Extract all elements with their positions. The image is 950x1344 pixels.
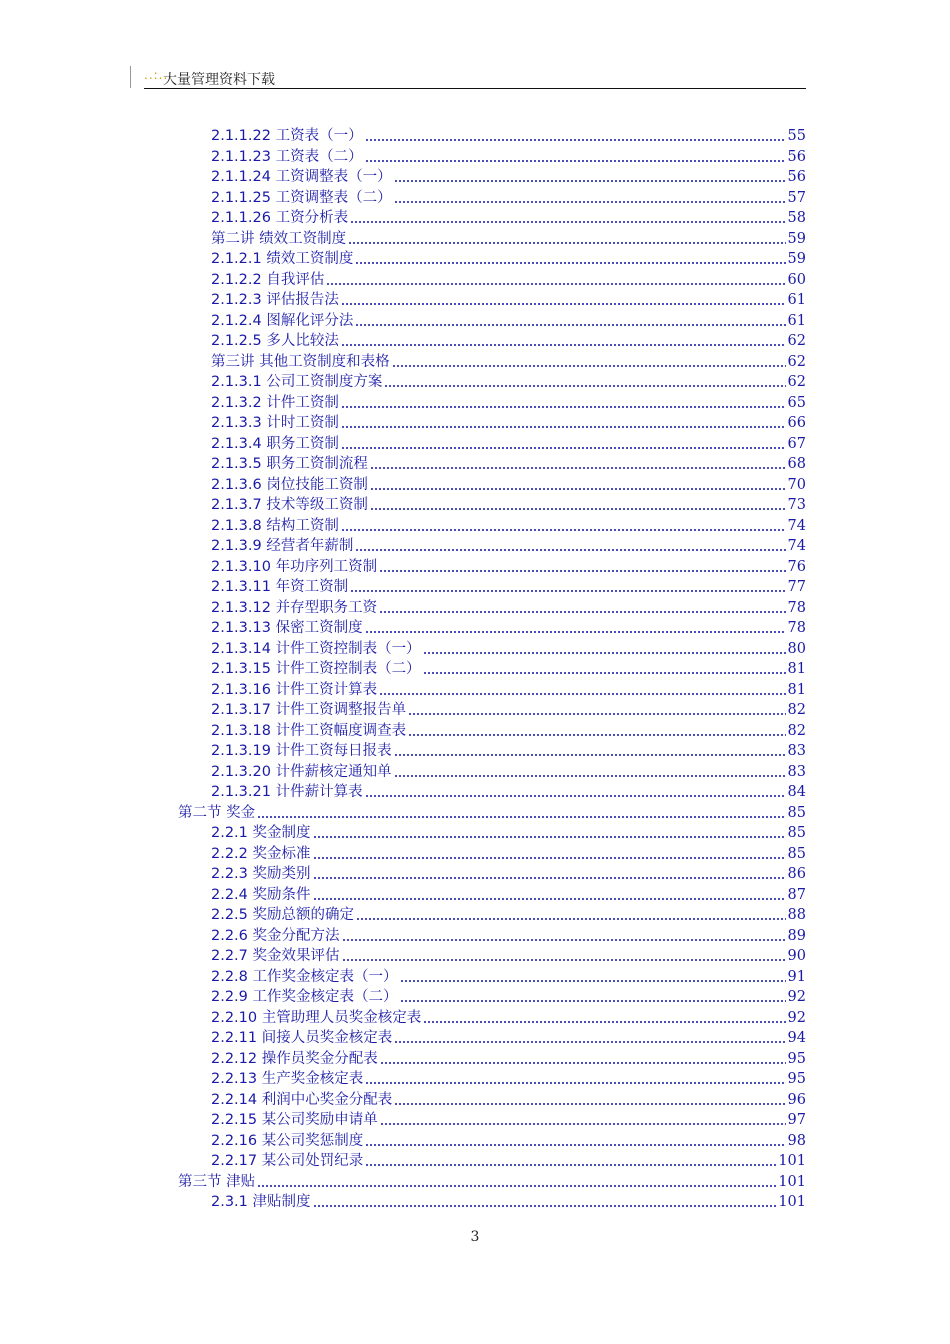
toc-entry-page: 83 <box>787 763 806 780</box>
toc-entry-label: 2.1.3.10 年功序列工资制 <box>211 558 378 575</box>
toc-entry[interactable] <box>211 1048 806 1068</box>
toc-dot-leader <box>365 139 786 141</box>
toc-entry-page: 78 <box>787 599 806 616</box>
toc-dot-leader <box>350 221 785 223</box>
toc-entry-label: 2.1.2.4 图解化评分法 <box>211 312 354 329</box>
toc-entry[interactable] <box>211 392 806 412</box>
toc-entry[interactable] <box>211 884 806 904</box>
toc-entry-label: 2.2.4 奖励条件 <box>211 886 311 903</box>
page-number: 3 <box>470 1229 480 1245</box>
toc-entry-page: 62 <box>787 333 806 349</box>
toc-entry-page: 101 <box>778 1173 806 1190</box>
toc-entry-label: 2.2.13 生产奖金核定表 <box>211 1071 364 1087</box>
toc-entry-label: 2.2.6 奖金分配方法 <box>211 927 340 944</box>
toc-dot-leader <box>394 775 786 777</box>
toc-entry-page: 89 <box>787 927 806 944</box>
toc-dot-leader <box>394 180 786 182</box>
toc-entry[interactable] <box>211 371 806 391</box>
toc-entry-label: 2.2.17 某公司处罚纪录 <box>211 1153 364 1169</box>
toc-dot-leader <box>365 1164 776 1166</box>
toc-entry[interactable] <box>211 904 806 924</box>
toc-dot-leader <box>400 980 786 982</box>
toc-entry-label: 2.2.7 奖金效果评估 <box>211 948 340 964</box>
toc-dot-leader <box>313 857 786 859</box>
toc-entry[interactable] <box>211 330 806 350</box>
toc-entry-page: 98 <box>787 1132 806 1149</box>
toc-dot-leader <box>342 939 786 941</box>
toc-dot-leader <box>379 693 785 695</box>
toc-entry-label: 2.1.3.16 计件工资计算表 <box>211 681 378 698</box>
toc-dot-leader <box>365 160 786 162</box>
toc-entry-label: 2.1.1.23 工资表（二） <box>211 148 363 165</box>
toc-entry[interactable] <box>211 1007 806 1027</box>
toc-entry-label: 2.2.2 奖金标准 <box>211 845 311 862</box>
toc-entry-label: 2.1.3.11 年资工资制 <box>211 579 349 595</box>
toc-entry-page: 55 <box>787 128 806 144</box>
toc-entry[interactable] <box>211 166 806 186</box>
toc-entry-page: 81 <box>787 661 806 677</box>
toc-entry-page: 73 <box>787 497 806 513</box>
toc-entry-label: 2.2.5 奖励总额的确定 <box>211 907 355 923</box>
toc-dot-leader <box>257 1185 776 1187</box>
toc-entry[interactable] <box>211 1089 806 1109</box>
toc-entry-page: 101 <box>778 1153 806 1169</box>
toc-entry-label: 2.1.2.2 自我评估 <box>211 271 325 288</box>
toc-entry-label: 2.1.3.19 计件工资每日报表 <box>211 743 392 759</box>
toc-dot-leader <box>394 201 786 203</box>
toc-entry[interactable] <box>211 925 806 945</box>
toc-entry-label: 2.1.2.3 评估报告法 <box>211 292 339 308</box>
toc-entry-page: 68 <box>787 456 806 472</box>
toc-entry[interactable] <box>178 1171 806 1191</box>
toc-entry[interactable] <box>211 966 806 986</box>
toc-entry[interactable] <box>211 679 806 699</box>
toc-entry-label: 第二讲 绩效工资制度 <box>211 230 347 247</box>
toc-dot-leader <box>350 590 785 592</box>
toc-entry-label: 2.1.3.18 计件工资幅度调查表 <box>211 722 407 739</box>
toc-entry-label: 2.1.3.17 计件工资调整报告单 <box>211 702 407 718</box>
toc-entry[interactable] <box>211 535 806 555</box>
toc-dot-leader <box>370 467 786 469</box>
toc-entry-page: 101 <box>778 1194 806 1210</box>
toc-entry-page: 62 <box>787 374 806 390</box>
toc-dot-leader <box>380 1062 786 1064</box>
toc-entry-label: 2.1.3.12 并存型职务工资 <box>211 599 378 616</box>
toc-entry[interactable] <box>211 351 806 371</box>
toc-entry[interactable] <box>211 125 806 145</box>
toc-entry[interactable] <box>211 187 806 207</box>
toc-dot-leader <box>326 283 785 285</box>
toc-entry[interactable] <box>211 576 806 596</box>
toc-dot-leader <box>341 426 786 428</box>
toc-entry[interactable] <box>211 720 806 740</box>
toc-dot-leader <box>342 959 786 961</box>
toc-entry-page: 82 <box>787 722 806 739</box>
toc-entry-page: 76 <box>787 558 806 575</box>
toc-dot-leader <box>408 734 785 736</box>
toc-entry-page: 95 <box>787 1050 806 1067</box>
toc-entry-page: 90 <box>787 948 806 964</box>
toc-entry-page: 80 <box>787 640 806 657</box>
toc-entry-label: 2.2.3 奖励类别 <box>211 866 311 882</box>
header-title: 大量管理资料下载 <box>163 72 275 88</box>
toc-entry-label: 2.1.3.21 计件薪计算表 <box>211 784 363 800</box>
toc-entry-page: 95 <box>787 1071 806 1087</box>
toc-entry-page: 61 <box>787 292 806 308</box>
toc-entry[interactable] <box>211 310 806 330</box>
toc-entry-page: 66 <box>787 415 806 431</box>
toc-entry-label: 2.2.12 操作员奖金分配表 <box>211 1050 378 1067</box>
toc-dot-leader <box>341 406 786 408</box>
toc-dot-leader <box>341 529 786 531</box>
toc-entry[interactable] <box>211 248 806 268</box>
toc-entry[interactable] <box>211 699 806 719</box>
toc-dot-leader <box>392 365 786 367</box>
toc-entry-page: 84 <box>787 784 806 800</box>
toc-entry[interactable] <box>211 207 806 227</box>
toc-entry[interactable] <box>211 269 806 289</box>
toc-entry-label: 2.1.3.6 岗位技能工资制 <box>211 476 368 493</box>
toc-entry[interactable] <box>211 986 806 1006</box>
toc-entry-page: 57 <box>787 189 806 206</box>
toc-entry-label: 2.1.3.3 计时工资制 <box>211 415 339 431</box>
toc-entry-page: 59 <box>787 230 806 247</box>
toc-entry-label: 2.1.3.4 职务工资制 <box>211 435 339 452</box>
toc-entry[interactable] <box>211 1109 806 1129</box>
toc-dot-leader <box>313 836 786 838</box>
toc-entry-label: 2.1.3.5 职务工资制流程 <box>211 456 368 472</box>
toc-entry[interactable] <box>211 597 806 617</box>
toc-dot-leader <box>423 652 786 654</box>
toc-entry-label: 2.2.15 某公司奖励申请单 <box>211 1112 378 1128</box>
toc-dot-leader <box>370 488 786 490</box>
toc-dot-leader <box>356 918 786 920</box>
toc-entry[interactable] <box>211 228 806 248</box>
toc-entry[interactable] <box>211 515 806 535</box>
toc-entry[interactable] <box>211 289 806 309</box>
toc-dot-leader <box>355 549 785 551</box>
toc-entry-label: 2.1.2.5 多人比较法 <box>211 333 339 349</box>
toc-entry-label: 2.2.8 工作奖金核定表（一） <box>211 968 398 985</box>
toc-dot-leader <box>394 754 786 756</box>
toc-entry-label: 2.1.1.26 工资分析表 <box>211 210 349 226</box>
toc-entry-page: 62 <box>787 353 806 370</box>
toc-entry-page: 59 <box>787 251 806 267</box>
toc-entry-label: 2.2.16 某公司奖惩制度 <box>211 1132 364 1149</box>
toc-entry-label: 2.1.3.20 计件薪核定通知单 <box>211 763 392 780</box>
toc-entry-page: 67 <box>787 435 806 452</box>
toc-entry-label: 第三讲 其他工资制度和表格 <box>211 353 390 370</box>
toc-dot-leader <box>423 1021 785 1023</box>
toc-entry[interactable] <box>211 1130 806 1150</box>
toc-entry-page: 85 <box>787 825 806 841</box>
toc-entry-page: 56 <box>787 148 806 165</box>
toc-entry-page: 60 <box>787 271 806 288</box>
header-rule <box>144 88 806 89</box>
toc-entry-page: 61 <box>787 312 806 329</box>
toc-entry-label: 2.3.1 津贴制度 <box>211 1194 311 1210</box>
toc-entry[interactable] <box>211 453 806 473</box>
toc-dot-leader <box>341 447 786 449</box>
toc-entry-label: 2.1.3.1 公司工资制度方案 <box>211 374 383 390</box>
toc-dot-leader <box>394 1103 785 1105</box>
toc-entry-page: 92 <box>787 989 806 1005</box>
toc-entry[interactable] <box>211 863 806 883</box>
page-header <box>130 64 806 90</box>
toc-dot-leader <box>365 1144 785 1146</box>
toc-entry-page: 85 <box>787 804 806 821</box>
toc-dot-leader <box>313 898 786 900</box>
toc-entry-label: 2.1.2.1 绩效工资制度 <box>211 251 354 267</box>
toc-entry[interactable] <box>211 1150 806 1170</box>
toc-dot-leader <box>423 672 786 674</box>
toc-entry-page: 91 <box>787 968 806 985</box>
toc-entry[interactable] <box>211 658 806 678</box>
toc-entry[interactable] <box>211 843 806 863</box>
toc-entry[interactable] <box>211 556 806 576</box>
toc-entry-label: 2.1.1.22 工资表（一） <box>211 128 363 144</box>
toc-entry-label: 2.2.1 奖金制度 <box>211 825 311 841</box>
toc-entry-label: 2.1.3.2 计件工资制 <box>211 394 339 411</box>
toc-entry-page: 74 <box>787 538 806 554</box>
toc-entry-label: 2.1.3.14 计件工资控制表（一） <box>211 640 421 657</box>
toc-dot-leader <box>408 713 785 715</box>
toc-entry-page: 96 <box>787 1091 806 1108</box>
toc-entry-page: 88 <box>787 907 806 923</box>
toc-dot-leader <box>341 344 786 346</box>
toc-entry-label: 2.1.3.9 经营者年薪制 <box>211 538 354 554</box>
toc-entry[interactable] <box>211 740 806 760</box>
toc-entry-page: 58 <box>787 210 806 226</box>
toc-entry-page: 82 <box>787 702 806 718</box>
toc-entry[interactable] <box>211 617 806 637</box>
toc-entry-page: 81 <box>787 681 806 698</box>
toc-entry[interactable] <box>211 822 806 842</box>
toc-entry-page: 86 <box>787 866 806 882</box>
toc-entry-page: 94 <box>787 1030 806 1046</box>
toc-entry-label: 第三节 津贴 <box>178 1173 256 1190</box>
toc-entry[interactable] <box>211 1191 806 1211</box>
toc-dot-leader <box>394 1041 785 1043</box>
toc-entry[interactable] <box>211 433 806 453</box>
toc-dot-leader <box>365 795 786 797</box>
toc-entry[interactable] <box>211 781 806 801</box>
toc-entry-label: 第二节 奖金 <box>178 804 256 821</box>
toc-entry-page: 56 <box>787 169 806 185</box>
toc-entry-label: 2.2.11 间接人员奖金核定表 <box>211 1030 393 1046</box>
toc-entry-label: 2.1.1.25 工资调整表（二） <box>211 189 392 206</box>
toc-entry[interactable] <box>211 146 806 166</box>
toc-dot-leader <box>365 1082 785 1084</box>
toc-entry[interactable] <box>211 945 806 965</box>
toc-dot-leader <box>365 631 786 633</box>
toc-dot-leader <box>313 877 786 879</box>
toc-entry-label: 2.2.10 主管助理人员奖金核定表 <box>211 1009 422 1026</box>
toc-entry-label: 2.2.14 利润中心奖金分配表 <box>211 1091 393 1108</box>
toc-entry-page: 77 <box>787 579 806 595</box>
toc-entry-label: 2.2.9 工作奖金核定表（二） <box>211 989 398 1005</box>
toc-entry-page: 92 <box>787 1009 806 1026</box>
toc-dot-leader <box>384 385 785 387</box>
toc-entry-page: 74 <box>787 517 806 534</box>
toc-entry-page: 87 <box>787 886 806 903</box>
toc-entry-page: 65 <box>787 394 806 411</box>
toc-entry-page: 78 <box>787 620 806 636</box>
toc-dot-leader <box>400 1000 786 1002</box>
toc-dot-leader <box>313 1205 777 1207</box>
toc-entry[interactable] <box>211 494 806 514</box>
toc-entry[interactable] <box>211 1027 806 1047</box>
toc-dot-leader <box>370 508 786 510</box>
toc-entry-page: 85 <box>787 845 806 862</box>
toc-entry[interactable] <box>211 474 806 494</box>
toc-dot-leader <box>380 1123 786 1125</box>
toc-entry-page: 83 <box>787 743 806 759</box>
toc-dot-leader <box>341 303 786 305</box>
toc-dot-leader <box>379 570 785 572</box>
toc-entry[interactable] <box>211 1068 806 1088</box>
toc-entry[interactable] <box>211 761 806 781</box>
toc-entry-label: 2.1.3.7 技术等级工资制 <box>211 497 368 513</box>
toc-entry[interactable] <box>211 638 806 658</box>
toc-entry-label: 2.1.3.8 结构工资制 <box>211 517 339 534</box>
toc-dot-leader <box>355 324 785 326</box>
toc-dot-leader <box>355 262 785 264</box>
toc-entry-label: 2.1.3.13 保密工资制度 <box>211 620 363 636</box>
toc-dot-leader <box>379 611 785 613</box>
toc-dot-leader <box>348 242 785 244</box>
toc-entry[interactable] <box>178 802 806 822</box>
toc-entry-label: 2.1.1.24 工资调整表（一） <box>211 169 392 185</box>
header-logo-mark: ..:.. <box>144 68 169 82</box>
toc-entry[interactable] <box>211 412 806 432</box>
toc-entry-page: 70 <box>787 476 806 493</box>
toc-entry-page: 97 <box>787 1112 806 1128</box>
toc-dot-leader <box>257 816 785 818</box>
header-vertical-bar <box>130 66 131 88</box>
toc-entry-label: 2.1.3.15 计件工资控制表（二） <box>211 661 421 677</box>
